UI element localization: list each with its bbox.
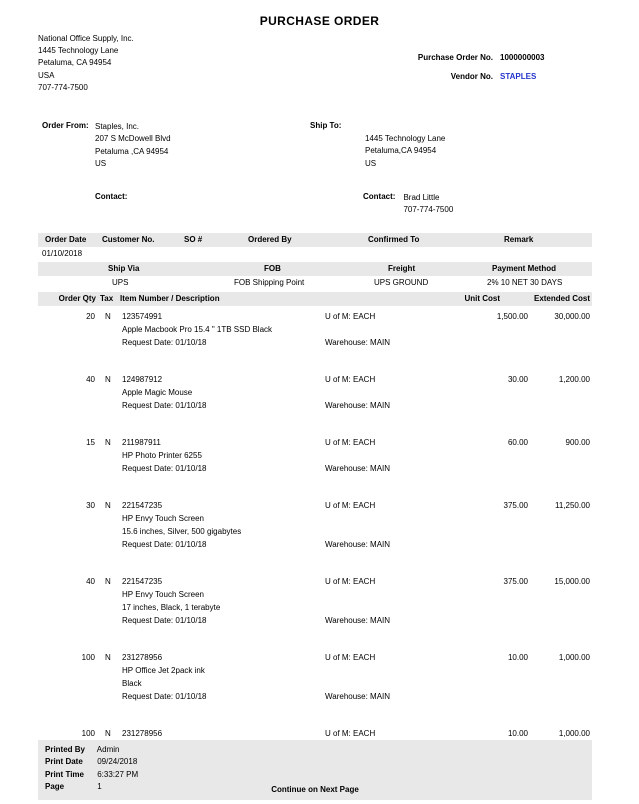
page-title: PURCHASE ORDER (259, 14, 380, 28)
item-description: 17 inches, Black, 1 terabyte (122, 603, 221, 612)
order-from-label: Order From: (42, 121, 89, 130)
item-unit-cost: 10.00 (507, 653, 528, 662)
item-tax: N (105, 312, 111, 321)
line-item (38, 499, 592, 551)
item-extended-cost: 1,000.00 (558, 653, 590, 662)
item-uom: U of M: EACH (325, 438, 376, 447)
item-qty: 20 (86, 312, 95, 321)
order-info-header (38, 233, 592, 247)
page-number-value: 1 (97, 782, 102, 792)
ship-to-label: Ship To: (310, 121, 342, 130)
ship-via-value: UPS (112, 278, 129, 287)
col-ordered-by: Ordered By (248, 235, 292, 244)
col-extended-cost: Extended Cost (533, 294, 590, 303)
item-description: HP Envy Touch Screen (122, 590, 204, 599)
order-from-line: Staples, Inc. (95, 122, 140, 131)
item-request-date: Request Date: 01/10/18 (122, 464, 207, 473)
page-number-label: Page (45, 782, 65, 792)
item-extended-cost: 1,200.00 (558, 375, 590, 384)
ship-to-contact (363, 192, 453, 217)
item-extended-cost: 1,000.00 (558, 729, 590, 738)
ship-to-line: Petaluma,CA 94954 (365, 146, 437, 156)
line-item (38, 727, 592, 740)
item-number: 231278956 (122, 729, 163, 738)
col-item-number: Item Number / Description (120, 294, 220, 303)
item-main-row (38, 310, 592, 323)
item-number: 124987912 (122, 375, 163, 384)
item-main-row (38, 575, 592, 588)
item-main-row (38, 651, 592, 664)
po-number-label: Purchase Order No. (417, 53, 493, 62)
item-request-date: Request Date: 01/10/18 (122, 401, 207, 410)
item-tax: N (105, 729, 111, 738)
item-number: 221547235 (122, 577, 163, 586)
item-number: 221547235 (122, 501, 163, 510)
item-warehouse: Warehouse: MAIN (325, 338, 391, 347)
col-fob: FOB (264, 264, 281, 273)
shipping-info-header (38, 262, 592, 276)
vendor-number-label: Vendor No. (450, 72, 493, 81)
item-tax: N (105, 501, 111, 510)
ship-to-contact-phone: 707-774-7500 (403, 205, 454, 215)
print-date-row (45, 756, 592, 768)
item-qty: 40 (86, 577, 95, 586)
print-date-value: 09/24/2018 (97, 757, 138, 767)
item-uom: U of M: EACH (325, 577, 376, 586)
print-time-value: 6:33:27 PM (97, 769, 139, 779)
item-number: 211987911 (122, 438, 161, 447)
item-uom: U of M: EACH (325, 375, 376, 384)
item-warehouse: Warehouse: MAIN (325, 692, 391, 701)
item-description: Apple Macbook Pro 15.4 " 1TB SSD Black (122, 325, 273, 334)
line-item (38, 575, 592, 627)
order-info-values (38, 247, 592, 260)
po-meta (380, 53, 592, 81)
order-from-contact-label: Contact: (95, 192, 128, 201)
company-phone: 707-774-7500 (38, 82, 88, 92)
continue-next-page-text: Continue on Next Page (271, 785, 359, 794)
col-order-qty: Order Qty (58, 294, 96, 303)
item-qty: 100 (81, 653, 95, 662)
company-address-line: 1445 Technology Lane (38, 46, 119, 56)
item-extended-cost: 15,000.00 (554, 577, 590, 586)
col-payment-method: Payment Method (492, 264, 557, 273)
po-number-value: 1000000003 (500, 53, 545, 62)
line-item (38, 651, 592, 703)
item-request-row (38, 336, 592, 349)
col-tax: Tax (100, 294, 114, 303)
item-request-row (38, 690, 592, 703)
company-name: National Office Supply, Inc. (38, 34, 134, 43)
item-qty: 30 (86, 501, 95, 510)
item-number: 123574991 (122, 312, 163, 321)
item-description: Apple Magic Mouse (122, 388, 193, 397)
item-tax: N (105, 653, 111, 662)
item-request-row (38, 614, 592, 627)
fob-value: FOB Shipping Point (234, 278, 305, 287)
item-uom: U of M: EACH (325, 729, 376, 738)
line-item (38, 436, 592, 475)
item-unit-cost: 30.00 (507, 375, 528, 384)
item-warehouse: Warehouse: MAIN (325, 401, 391, 410)
payment-method-value: 2% 10 NET 30 DAYS (487, 278, 563, 287)
item-request-date: Request Date: 01/10/18 (122, 540, 207, 549)
item-request-row (38, 538, 592, 551)
item-request-row (38, 462, 592, 475)
vendor-link[interactable]: STAPLES (500, 72, 537, 81)
company-address-line: Petaluma, CA 94954 (38, 58, 112, 68)
item-main-row (38, 499, 592, 512)
ship-to-contact-label: Contact: (363, 192, 396, 201)
item-unit-cost: 1,500.00 (496, 312, 528, 321)
col-order-date: Order Date (45, 235, 87, 244)
item-extended-cost: 30,000.00 (554, 312, 590, 321)
order-from-line: Petaluma ,CA 94954 (95, 146, 169, 156)
item-request-row (38, 399, 592, 412)
item-unit-cost: 60.00 (507, 438, 528, 447)
item-description: HP Envy Touch Screen (122, 514, 204, 523)
item-warehouse: Warehouse: MAIN (325, 616, 391, 625)
item-warehouse: Warehouse: MAIN (325, 540, 391, 549)
item-request-date: Request Date: 01/10/18 (122, 616, 207, 625)
item-uom: U of M: EACH (325, 312, 376, 321)
col-ship-via: Ship Via (108, 264, 140, 273)
ship-to-line: 1445 Technology Lane (365, 134, 446, 143)
item-request-date: Request Date: 01/10/18 (122, 338, 207, 347)
line-items-header (38, 292, 592, 306)
ship-to-contact-details (403, 192, 453, 217)
report-footer (38, 740, 592, 800)
shipping-info-values (38, 276, 592, 289)
order-date-value: 01/10/2018 (42, 249, 83, 258)
item-qty: 40 (86, 375, 95, 384)
item-uom: U of M: EACH (325, 653, 376, 662)
item-main-row (38, 436, 592, 449)
item-qty: 15 (86, 438, 95, 447)
item-extended-cost: 11,250.00 (555, 501, 590, 510)
print-date-label: Print Date (45, 757, 83, 767)
item-tax: N (105, 438, 111, 447)
item-uom: U of M: EACH (325, 501, 376, 510)
item-description: Black (122, 679, 142, 688)
item-warehouse: Warehouse: MAIN (325, 464, 391, 473)
ship-to-line: US (365, 158, 377, 168)
item-request-date: Request Date: 01/10/18 (122, 692, 207, 701)
print-time-row (45, 769, 592, 781)
item-unit-cost: 375.00 (503, 577, 528, 586)
item-number: 231278956 (122, 653, 163, 662)
freight-value: UPS GROUND (374, 278, 429, 287)
company-block (38, 33, 134, 94)
print-time-label: Print Time (45, 769, 84, 779)
col-unit-cost: Unit Cost (464, 294, 500, 303)
item-unit-cost: 375.00 (503, 501, 528, 510)
company-address-line: USA (38, 70, 55, 80)
order-from-line: 207 S McDowell Blvd (95, 134, 171, 144)
item-unit-cost: 10.00 (507, 729, 528, 738)
line-items (38, 310, 592, 767)
item-extended-cost: 900.00 (565, 438, 590, 447)
col-remark: Remark (504, 235, 534, 244)
col-confirmed-to: Confirmed To (368, 235, 420, 244)
ship-to-address (365, 133, 445, 170)
item-qty: 100 (81, 729, 95, 738)
item-description: HP Office Jet 2pack ink (122, 666, 205, 675)
item-description: HP Photo Printer 6255 (122, 451, 202, 460)
order-from-line: US (95, 158, 107, 168)
item-tax: N (105, 577, 111, 586)
printed-by-row (45, 744, 592, 756)
po-number-row (380, 53, 592, 62)
item-description: 15.6 inches, Silver, 500 gigabytes (122, 527, 242, 536)
vendor-number-row (380, 72, 592, 81)
order-from-address (95, 121, 171, 170)
item-main-row (38, 373, 592, 386)
item-main-row (38, 727, 592, 740)
line-item (38, 310, 592, 349)
line-item (38, 373, 592, 412)
printed-by-label: Printed By (45, 745, 86, 754)
ship-to-contact-name: Brad Little (403, 193, 440, 202)
col-so-number: SO # (184, 235, 203, 244)
printed-by-value: Admin (96, 745, 120, 754)
col-freight: Freight (388, 264, 416, 273)
item-tax: N (105, 375, 111, 384)
col-customer-no: Customer No. (102, 235, 155, 244)
